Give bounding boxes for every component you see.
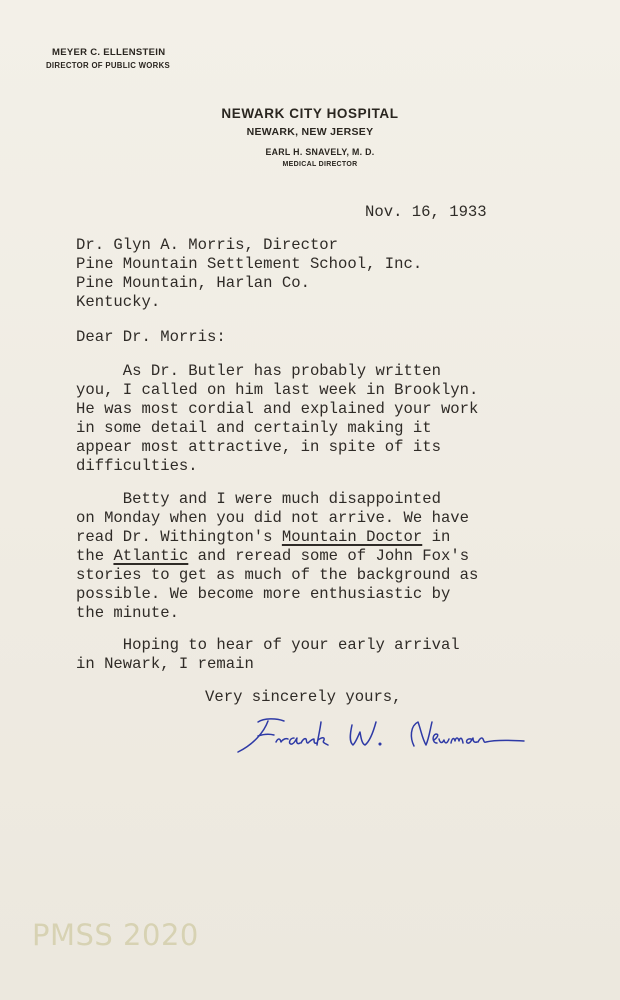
book-title: Mountain Doctor: [281, 528, 423, 546]
letterhead-director-name: EARL H. SNAVELY, M. D.: [265, 147, 375, 157]
letterhead-left-name: MEYER C. ELLENSTEIN: [52, 47, 166, 58]
handwritten-signature: [228, 712, 538, 762]
body-text: and reread some of John Fox's: [188, 547, 470, 565]
body-line: you, I called on him last week in Brooklyn.: [76, 381, 479, 399]
body-line: [76, 528, 450, 547]
body-line: Betty and I were much disappointed: [76, 490, 441, 508]
recipient-line: Kentucky.: [76, 293, 161, 311]
letterhead-institution: NEWARK CITY HOSPITAL: [221, 106, 399, 121]
recipient-line: Dr. Glyn A. Morris, Director: [76, 236, 339, 254]
archive-watermark: PMSS 2020: [32, 918, 199, 952]
body-line: [76, 547, 469, 566]
recipient-line: Pine Mountain Settlement School, Inc.: [76, 255, 423, 273]
letterhead-left-title: DIRECTOR OF PUBLIC WORKS: [46, 61, 171, 70]
body-line: difficulties.: [76, 457, 198, 475]
salutation: Dear Dr. Morris:: [76, 328, 226, 346]
body-text: the: [76, 547, 114, 565]
body-line: As Dr. Butler has probably written: [76, 362, 441, 380]
letterhead-location: NEWARK, NEW JERSEY: [246, 126, 374, 138]
letterhead-director-title: MEDICAL DIRECTOR: [282, 161, 358, 168]
body-line: the minute.: [76, 604, 179, 622]
letter-date: Nov. 16, 1933: [365, 203, 487, 221]
body-line: possible. We become more enthusiastic by: [76, 585, 451, 603]
body-line: in Newark, I remain: [76, 655, 254, 673]
body-line: appear most attractive, in spite of its: [76, 438, 441, 456]
body-text: read Dr. Withington's: [76, 528, 282, 546]
body-line: in some detail and certainly making it: [76, 419, 432, 437]
body-line: He was most cordial and explained your work: [76, 400, 479, 418]
closing: Very sincerely yours,: [205, 688, 402, 706]
recipient-line: Pine Mountain, Harlan Co.: [76, 274, 310, 292]
body-text: in: [422, 528, 451, 546]
body-line: Hoping to hear of your early arrival: [76, 636, 460, 654]
body-line: on Monday when you did not arrive. We have: [76, 509, 470, 527]
magazine-title: Atlantic: [113, 547, 189, 565]
body-line: stories to get as much of the background as: [76, 566, 479, 584]
